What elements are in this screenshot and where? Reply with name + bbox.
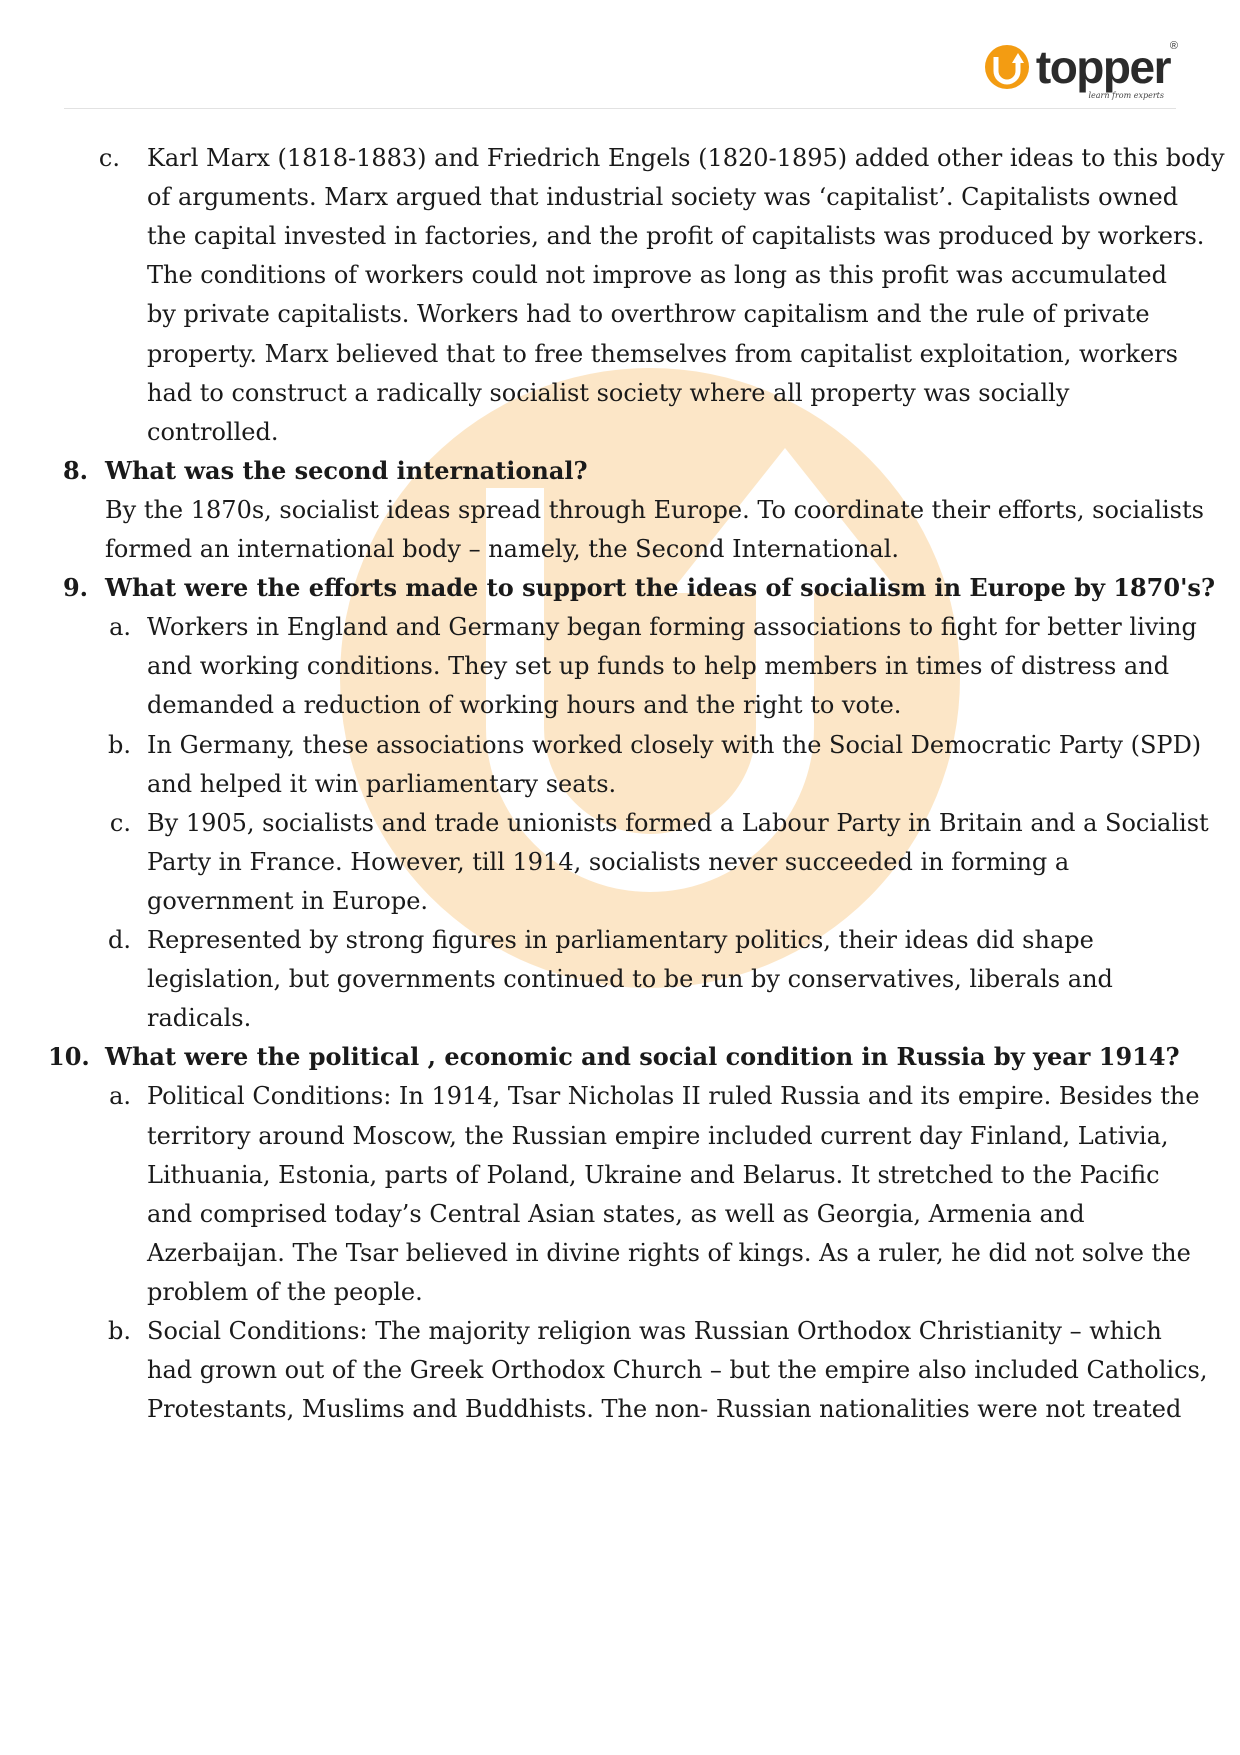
answer-line: formed an international body – namely, the Second International. xyxy=(105,535,900,563)
paragraph-line: controlled. xyxy=(147,417,279,446)
paragraph-line: radicals. xyxy=(147,1004,252,1033)
question-heading: What were the efforts made to support the ideas of socialism in Europe by 1870's? xyxy=(105,573,1215,603)
sub-item-marker: c. xyxy=(98,144,120,172)
paragraph-line: territory around Moscow, the Russian empire included current day Finland, Lativia, xyxy=(147,1121,1169,1150)
registered-mark: ® xyxy=(1169,40,1178,52)
sub-item-marker: a. xyxy=(109,613,131,642)
header-divider xyxy=(64,108,1176,109)
paragraph-line: by private capitalists. Workers had to overthrow capitalism and the rule of private xyxy=(147,300,1150,329)
topper-logo xyxy=(984,40,1178,100)
question-number: 9. xyxy=(62,573,88,603)
sub-item-marker: b. xyxy=(108,730,131,759)
topper-logo-icon xyxy=(984,44,1030,90)
question-number: 8. xyxy=(62,455,88,485)
paragraph-line: legislation, but governments continued to be run by conservatives, liberals and xyxy=(147,965,1113,994)
brand-tagline: learn from experts xyxy=(1088,91,1164,100)
sub-item-marker: d. xyxy=(108,926,131,954)
paragraph-line: Party in France. However, till 1914, socialists never succeeded in forming a xyxy=(147,847,1070,876)
paragraph-line: the capital invested in factories, and the profit of capitalists was produced by workers. xyxy=(147,222,1205,251)
answer-line: By the 1870s, socialist ideas spread through Europe. To coordinate their efforts, socialists xyxy=(105,495,1204,524)
sub-item-marker: c. xyxy=(109,808,131,837)
paragraph-line: had to construct a radically socialist society where all property was socially xyxy=(147,378,1070,407)
paragraph-line: had grown out of the Greek Orthodox Church – but the empire also included Catholics, xyxy=(147,1356,1208,1385)
paragraph-line: problem of the people. xyxy=(147,1277,423,1306)
paragraph-line: of arguments. Marx argued that industrial society was ‘capitalist’. Capitalists owned xyxy=(147,183,1179,212)
question-heading: What were the political , economic and social condition in Russia by year 1914? xyxy=(105,1042,1180,1072)
question-number: 10. xyxy=(48,1042,90,1072)
paragraph-line: Lithuania, Estonia, parts of Poland, Ukraine and Belarus. It stretched to the Pacific xyxy=(147,1160,1160,1189)
paragraph-line: Social Conditions: The majority religion was Russian Orthodox Christianity – which xyxy=(147,1317,1162,1345)
paragraph-line: and comprised today’s Central Asian states, as well as Georgia, Armenia and xyxy=(147,1199,1085,1228)
paragraph-line: and helped it win parliamentary seats. xyxy=(147,769,617,798)
paragraph-line: government in Europe. xyxy=(147,886,429,915)
paragraph-line: The conditions of workers could not improve as long as this profit was accumulated xyxy=(147,261,1167,290)
paragraph-line: Karl Marx (1818-1883) and Friedrich Engels (1820-1895) added other ideas to this body xyxy=(147,144,1225,172)
paragraph-line: In Germany, these associations worked closely with the Social Democratic Party (SPD) xyxy=(147,730,1202,759)
paragraph-line: Political Conditions: In 1914, Tsar Nicholas II ruled Russia and its empire. Besides the xyxy=(147,1082,1200,1111)
paragraph-line: property. Marx believed that to free themselves from capitalist exploitation, workers xyxy=(147,339,1178,368)
paragraph-line: Protestants, Muslims and Buddhists. The non- Russian nationalities were not treated xyxy=(147,1395,1182,1424)
sub-item-marker: a. xyxy=(109,1082,131,1111)
paragraph-line: Workers in England and Germany began forming associations to fight for better living xyxy=(147,613,1197,642)
paragraph-line: and working conditions. They set up funds to help members in times of distress and xyxy=(147,652,1170,681)
question-heading: What was the second international? xyxy=(105,455,588,485)
paragraph-line: demanded a reduction of working hours and the right to vote. xyxy=(147,691,902,720)
paragraph-line: By 1905, socialists and trade unionists formed a Labour Party in Britain and a Socialist xyxy=(147,808,1209,837)
sub-item-marker: b. xyxy=(108,1317,131,1345)
brand-name: topper xyxy=(1035,41,1170,93)
paragraph-line: Represented by strong figures in parliamentary politics, their ideas did shape xyxy=(147,926,1094,954)
paragraph-line: Azerbaijan. The Tsar believed in divine rights of kings. As a ruler, he did not solve the xyxy=(147,1238,1191,1267)
